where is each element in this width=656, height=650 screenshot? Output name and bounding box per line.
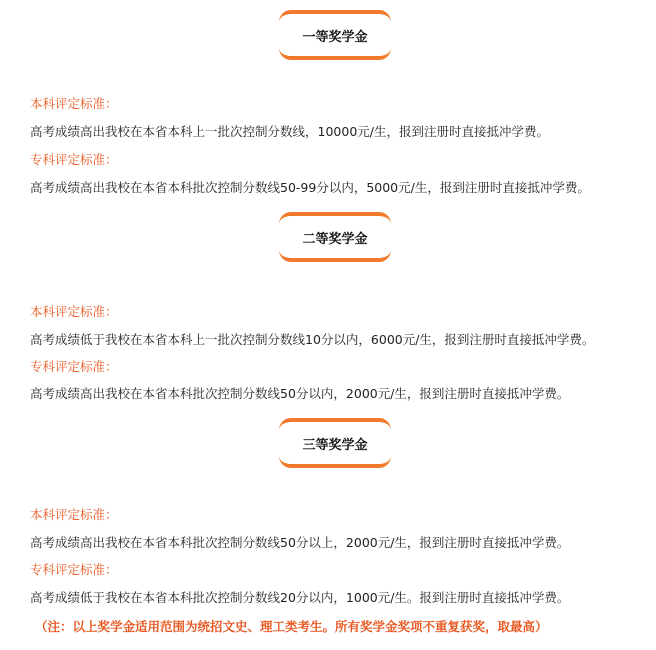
college-criteria-text: 高考成绩高出我校在本省本科批次控制分数线50-99分以内，5000元/生，报到注册时直接抵冲学费。 xyxy=(30,180,590,195)
college-criteria-label: 专科评定标准： xyxy=(30,152,118,167)
tier-badge-first xyxy=(279,10,391,60)
college-criteria-text: 高考成绩低于我校在本省本科批次控制分数线20分以内，1000元/生。报到注册时直接抵冲学费。 xyxy=(30,590,570,605)
college-criteria-label: 专科评定标准： xyxy=(30,359,118,374)
undergrad-criteria-text: 高考成绩高出我校在本省本科上一批次控制分数线，10000元/生，报到注册时直接抵冲学费。 xyxy=(30,124,549,139)
tier-title: 一等奖学金 xyxy=(302,29,368,45)
scholarship-note: （注：以上奖学金适用范围为统招文史、理工类考生。所有奖学金奖项不重复获奖，取最高） xyxy=(35,619,548,634)
tier-title: 三等奖学金 xyxy=(302,437,368,453)
undergrad-criteria-text: 高考成绩高出我校在本省本科批次控制分数线50分以上，2000元/生，报到注册时直接抵冲学费。 xyxy=(30,535,570,550)
college-criteria-label: 专科评定标准： xyxy=(30,562,118,577)
undergrad-criteria-text: 高考成绩低于我校在本省本科上一批次控制分数线10分以内，6000元/生，报到注册时直接抵冲学费。 xyxy=(30,332,595,347)
undergrad-criteria-label: 本科评定标准： xyxy=(30,507,118,522)
undergrad-criteria-label: 本科评定标准： xyxy=(30,96,118,111)
tier-title: 二等奖学金 xyxy=(302,231,368,247)
college-criteria-text: 高考成绩高出我校在本省本科批次控制分数线50分以内，2000元/生，报到注册时直接抵冲学费。 xyxy=(30,386,570,401)
tier-badge-second xyxy=(279,212,391,262)
undergrad-criteria-label: 本科评定标准： xyxy=(30,304,118,319)
tier-badge-third xyxy=(279,418,391,468)
